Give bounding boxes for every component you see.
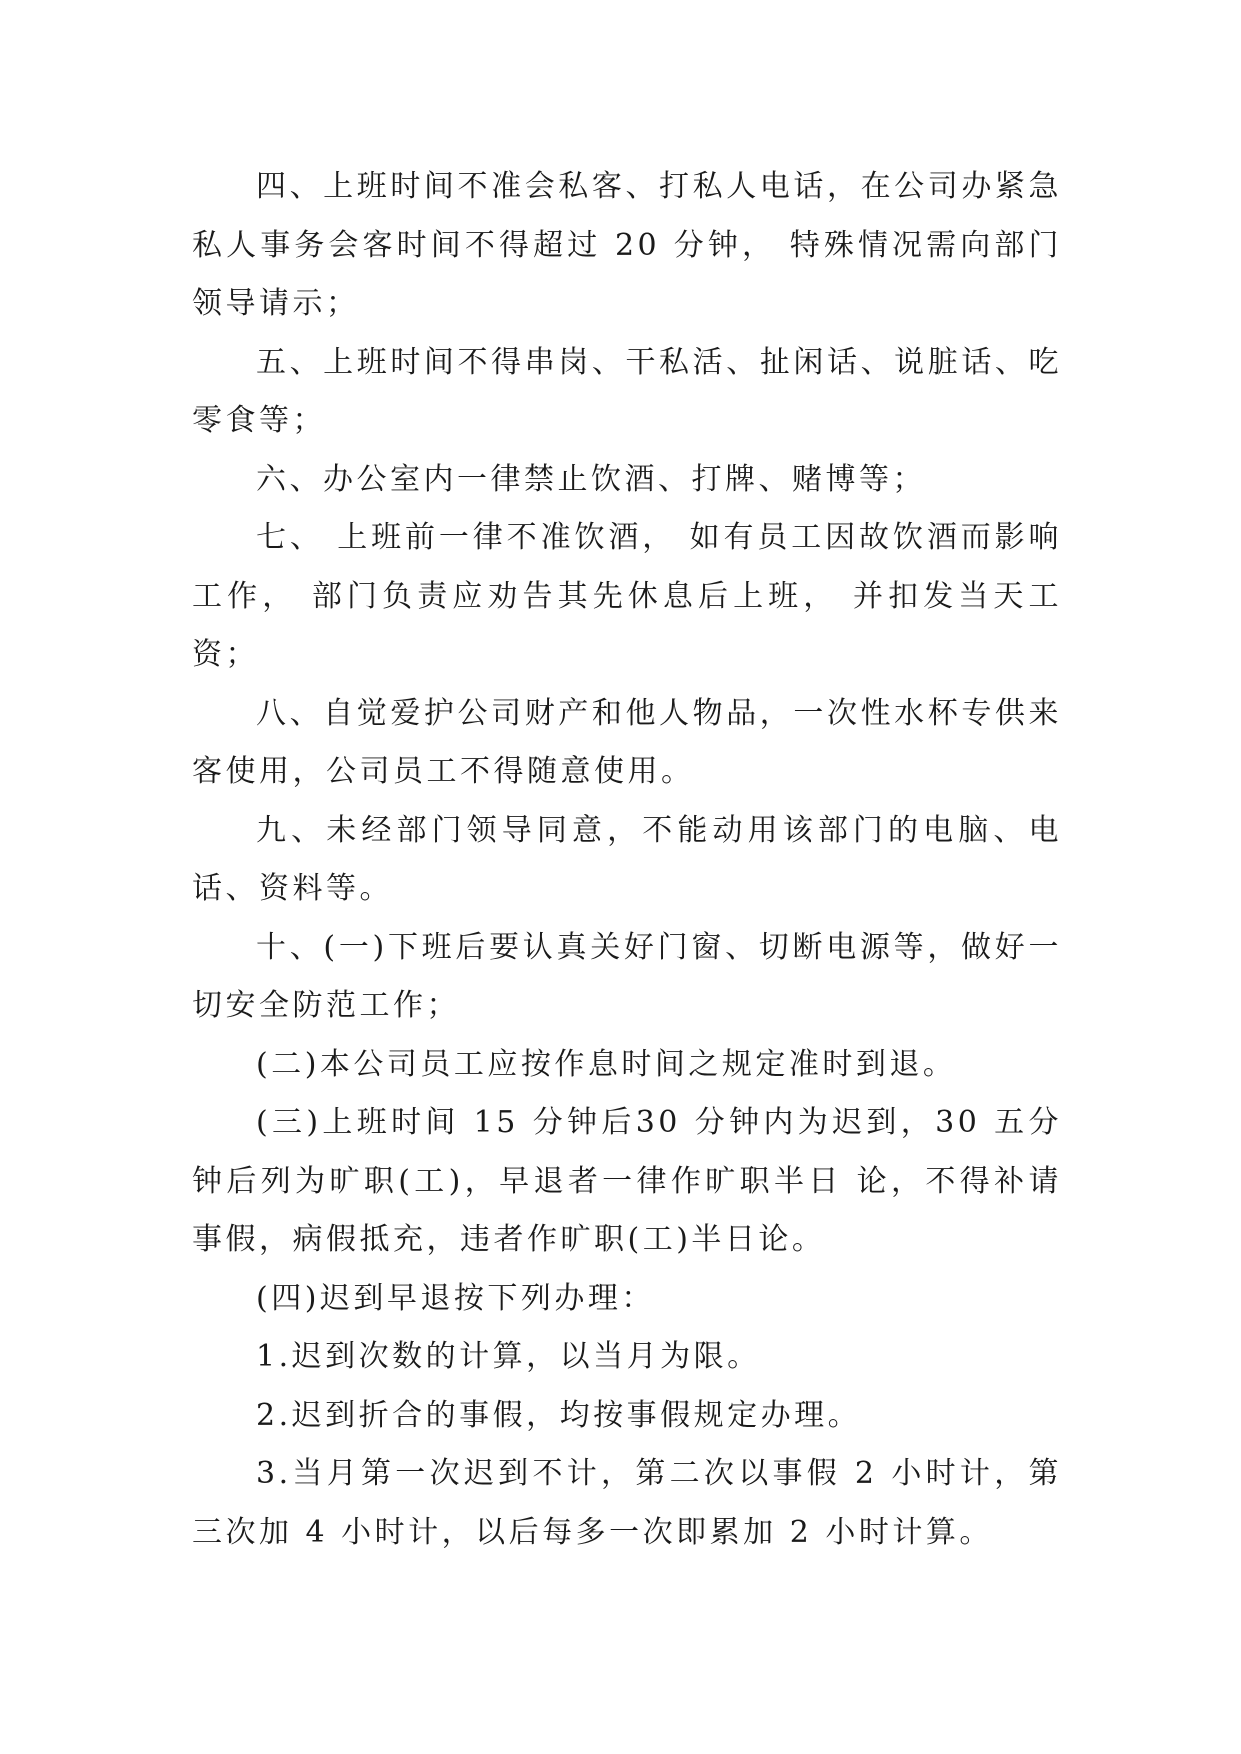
list-item-3: 3.当月第一次迟到不计，第二次以事假 2 小时计，第三次加 4 小时计，以后每多一次即累加 2 小时计算。	[192, 1456, 1062, 1550]
paragraph-10-2: (二)本公司员工应按作息时间之规定准时到退。	[256, 1046, 957, 1082]
paragraph-6: 六、办公室内一律禁止饮酒、打牌、赌博等；	[256, 461, 926, 497]
paragraph-9: 九、未经部门领导同意，不能动用该部门的电脑、电话、资料等。	[192, 812, 1062, 906]
list-item-2: 2.迟到折合的事假，均按事假规定办理。	[256, 1397, 862, 1433]
paragraph-10: 十、(一)下班后要认真关好门窗、切断电源等，做好一切安全防范工作；	[192, 929, 1062, 1023]
paragraph-5: 五、上班时间不得串岗、干私活、扯闲话、说脏话、吃零食等；	[192, 344, 1062, 438]
paragraph-8: 八、自觉爱护公司财产和他人物品，一次性水杯专供来客使用，公司员工不得随意使用。	[192, 695, 1062, 789]
paragraph-7: 七、 上班前一律不准饮酒， 如有员工因故饮酒而影响工作， 部门负责应劝告其先休息后上班， 并扣发当天工资；	[192, 520, 1062, 672]
list-item-1: 1.迟到次数的计算，以当月为限。	[256, 1339, 761, 1374]
paragraph-4: 四、上班时间不准会私客、打私人电话，在公司办紧急私人事务会客时间不得超过 20 分钟， 特殊情况需向部门领导请示；	[192, 169, 1062, 321]
document-body	[192, 158, 1062, 1562]
paragraph-10-4: (四)迟到早退按下列办理：	[256, 1280, 655, 1316]
paragraph-10-3: (三)上班时间 15 分钟后30 分钟内为迟到，30 五分钟后列为旷职(工)，早退者一律作旷职半日 论，不得补请事假，病假抵充，违者作旷职(工)半日论。	[192, 1105, 1062, 1257]
